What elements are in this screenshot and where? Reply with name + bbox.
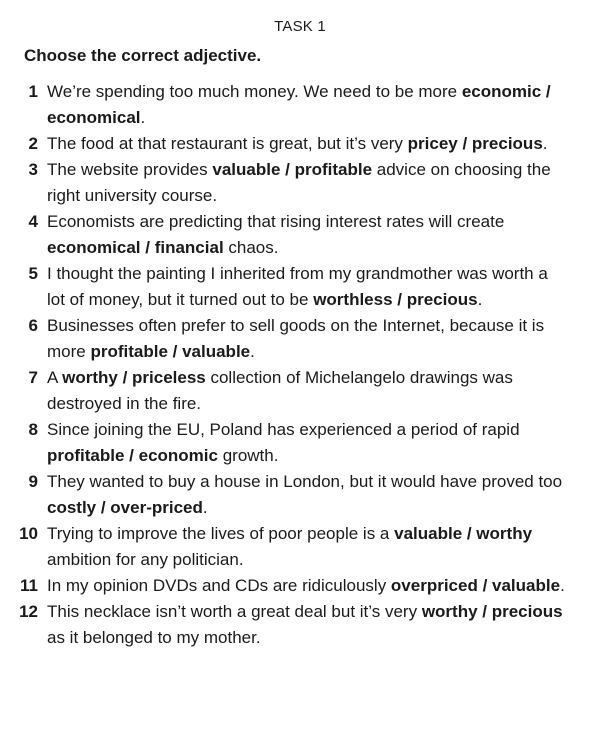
exercise-list	[10, 79, 570, 651]
list-item	[10, 209, 570, 261]
list-item	[10, 599, 570, 651]
adjective-choice: pricey / precious	[407, 134, 543, 153]
adjective-choice: costly / over-priced	[47, 498, 203, 517]
item-number: 10	[19, 524, 38, 543]
list-item	[10, 313, 570, 365]
list-item	[10, 469, 570, 521]
list-item	[10, 417, 570, 469]
item-text: This necklace isn’t worth a great deal but it’s very worthy / precious as it belonged to my mother.	[47, 602, 563, 647]
list-item	[10, 573, 570, 599]
item-number: 1	[28, 82, 38, 101]
item-text: Trying to improve the lives of poor people is a valuable / worthy ambition for any politician.	[47, 524, 533, 569]
task-title: TASK 1	[274, 18, 326, 35]
item-number: 8	[28, 420, 38, 439]
adjective-choice: worthy / priceless	[62, 368, 206, 387]
item-text: Since joining the EU, Poland has experienced a period of rapid profitable / economic growth.	[47, 420, 520, 465]
adjective-choice: economic / economical	[47, 82, 551, 127]
item-number: 5	[28, 264, 38, 283]
item-number: 2	[28, 134, 38, 153]
item-text: In my opinion DVDs and CDs are ridiculously overpriced / valuable.	[47, 576, 565, 595]
item-number: 12	[19, 602, 38, 621]
adjective-choice: valuable / worthy	[394, 524, 533, 543]
item-text: Economists are predicting that rising interest rates will create economical / financial chaos.	[47, 212, 505, 257]
adjective-choice: worthless / precious	[313, 290, 478, 309]
item-text: A worthy / priceless collection of Michelangelo drawings was destroyed in the fire.	[47, 368, 513, 413]
adjective-choice: economical / financial	[47, 238, 224, 257]
item-text: Businesses often prefer to sell goods on the Internet, because it is more profitable / valuable.	[47, 316, 545, 361]
adjective-choice: profitable / valuable	[90, 342, 251, 361]
item-number: 7	[28, 368, 38, 387]
adjective-choice: overpriced / valuable	[390, 576, 561, 595]
item-text: I thought the painting I inherited from my grandmother was worth a lot of money, but it turned out to be worthless / precious.	[47, 264, 548, 309]
list-item	[10, 131, 570, 157]
list-item	[10, 261, 570, 313]
item-number: 3	[28, 160, 38, 179]
item-text: The website provides valuable / profitable advice on choosing the right university course.	[47, 160, 551, 205]
list-item	[10, 157, 570, 209]
list-item	[10, 521, 570, 573]
item-text: They wanted to buy a house in London, but it would have proved too costly / over-priced.	[47, 472, 563, 517]
item-text: We’re spending too much money. We need to be more economic / economical.	[47, 82, 551, 127]
item-text: The food at that restaurant is great, but it’s very pricey / precious.	[47, 134, 548, 153]
list-item	[10, 79, 570, 131]
item-number: 9	[28, 472, 38, 491]
list-item	[10, 365, 570, 417]
item-number: 4	[28, 212, 38, 231]
item-number: 6	[28, 316, 38, 335]
adjective-choice: valuable / profitable	[212, 160, 373, 179]
adjective-choice: profitable / economic	[47, 446, 218, 465]
adjective-choice: worthy / precious	[421, 602, 563, 621]
item-number: 11	[20, 576, 38, 595]
instruction-heading: Choose the correct adjective.	[24, 46, 262, 65]
